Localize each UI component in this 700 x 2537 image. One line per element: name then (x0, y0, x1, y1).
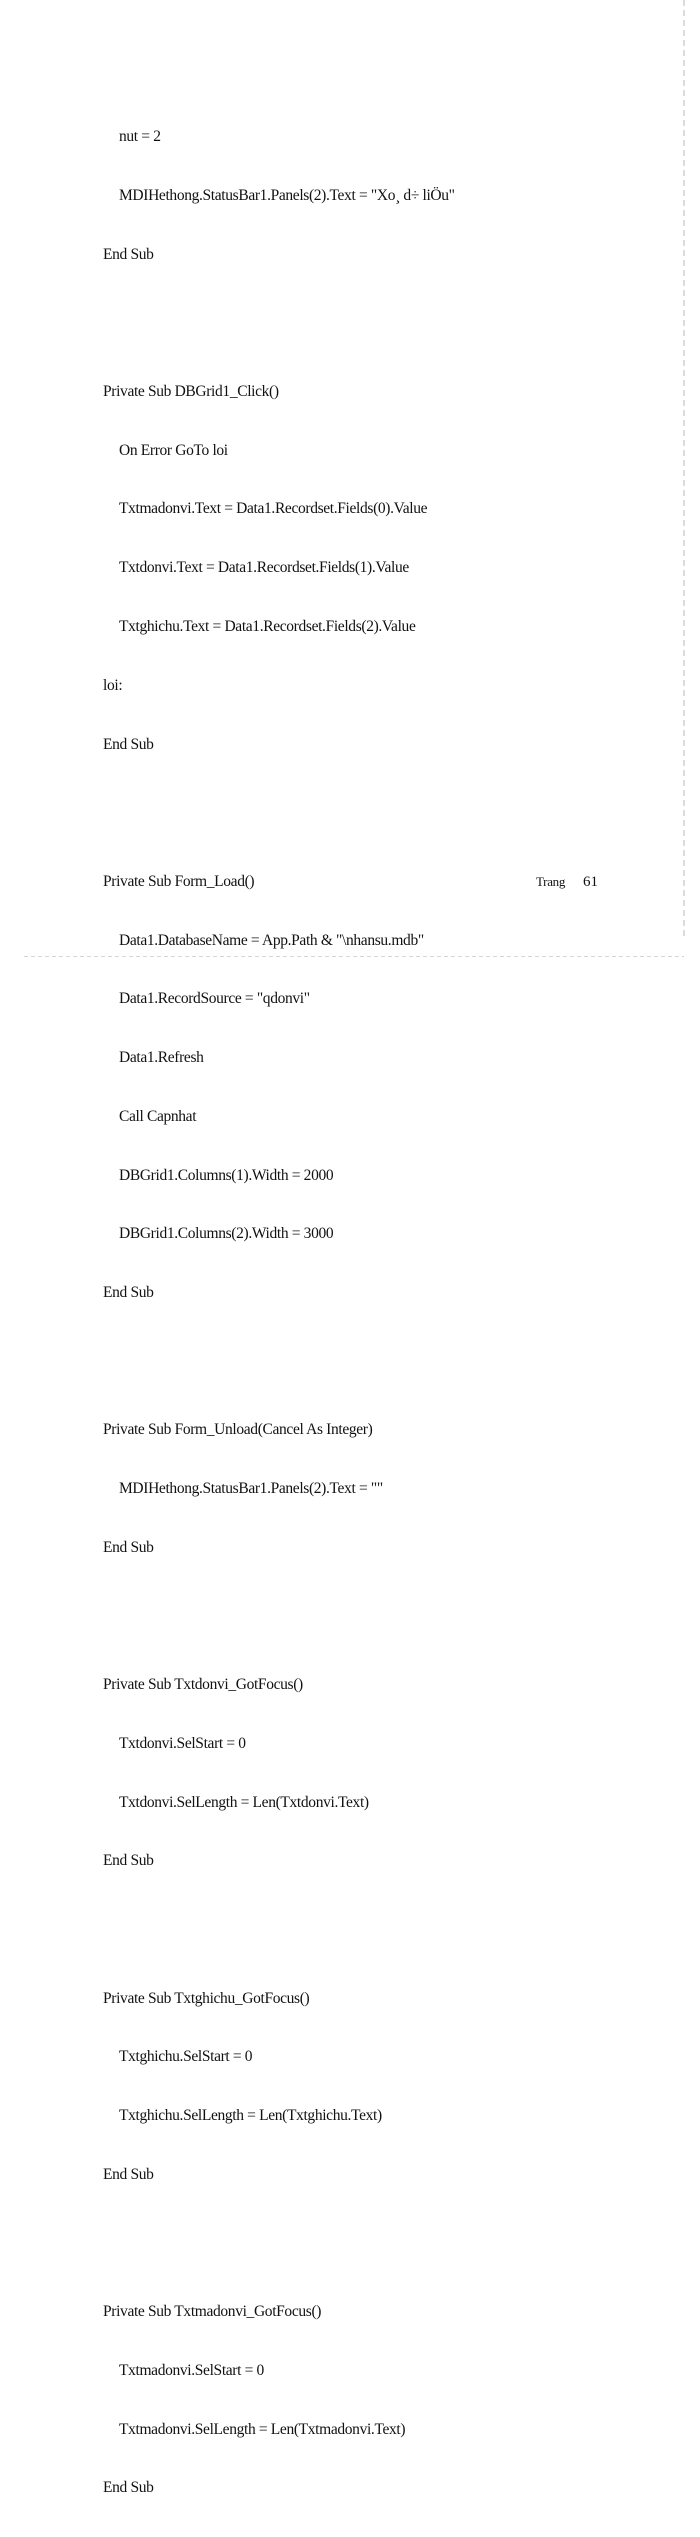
code-line: Private Sub Txtdonvi_GotFocus() (103, 1676, 303, 1694)
code-line: Data1.RecordSource = "qdonvi" (119, 990, 310, 1008)
code-line: loi: (103, 676, 123, 694)
code-line: Txtghichu.SelLength = Len(Txtghichu.Text) (119, 2107, 382, 2125)
code-blank-line (103, 2224, 663, 2244)
code-line: End Sub (103, 245, 154, 263)
code-line: Private Sub Form_Unload(Cancel As Integer) (103, 1421, 373, 1439)
code-line: Txtdonvi.SelStart = 0 (119, 1734, 246, 1752)
page-border-right (683, 0, 685, 940)
code-line: MDIHethong.StatusBar1.Panels(2).Text = "" (119, 1480, 383, 1498)
code-line: MDIHethong.StatusBar1.Panels(2).Text = "Xo¸ d÷ liÖu" (119, 186, 455, 204)
code-line: Data1.Refresh (119, 1049, 204, 1067)
code-line: On Error GoTo loi (119, 441, 228, 459)
code-line: End Sub (103, 1284, 154, 1302)
code-line: Txtdonvi.SelLength = Len(Txtdonvi.Text) (119, 1793, 369, 1811)
code-line: DBGrid1.Columns(2).Width = 3000 (119, 1225, 334, 1243)
code-line: Data1.DatabaseName = App.Path & "\nhansu.mdb" (119, 931, 424, 949)
code-blank-line (103, 304, 663, 324)
code-line: Private Sub Txtghichu_GotFocus() (103, 1989, 310, 2007)
code-line: End Sub (103, 1538, 154, 1556)
code-line: Private Sub DBGrid1_Click() (103, 382, 279, 400)
code-line: Txtmadonvi.SelStart = 0 (119, 2361, 264, 2379)
code-blank-line (103, 1342, 663, 1362)
code-line: End Sub (103, 2479, 154, 2497)
page-footer-label: Trang (536, 874, 566, 889)
code-blank-line (103, 793, 663, 813)
code-line: Txtghichu.Text = Data1.Recordset.Fields(2).Value (119, 618, 416, 636)
code-line: Txtdonvi.Text = Data1.Recordset.Fields(1).Value (119, 559, 409, 577)
code-line: Txtmadonvi.SelLength = Len(Txtmadonvi.Text) (119, 2420, 406, 2438)
code-line: Txtghichu.SelStart = 0 (119, 2048, 253, 2066)
code-line: End Sub (103, 1852, 154, 1870)
code-line: End Sub (103, 735, 154, 753)
code-line: End Sub (103, 2165, 154, 2183)
code-line: Call Capnhat (119, 1107, 197, 1125)
code-line: Private Sub Form_Load() (103, 872, 255, 890)
code-listing (103, 88, 663, 2537)
code-line: Private Sub Txtmadonvi_GotFocus() (103, 2303, 322, 2321)
code-line: Txtmadonvi.Text = Data1.Recordset.Fields(0).Value (119, 500, 428, 518)
page-number: 61 (583, 874, 598, 890)
code-blank-line (103, 1597, 663, 1617)
code-line: nut = 2 (119, 128, 161, 146)
code-blank-line (103, 1910, 663, 1930)
code-line: DBGrid1.Columns(1).Width = 2000 (119, 1166, 334, 1184)
